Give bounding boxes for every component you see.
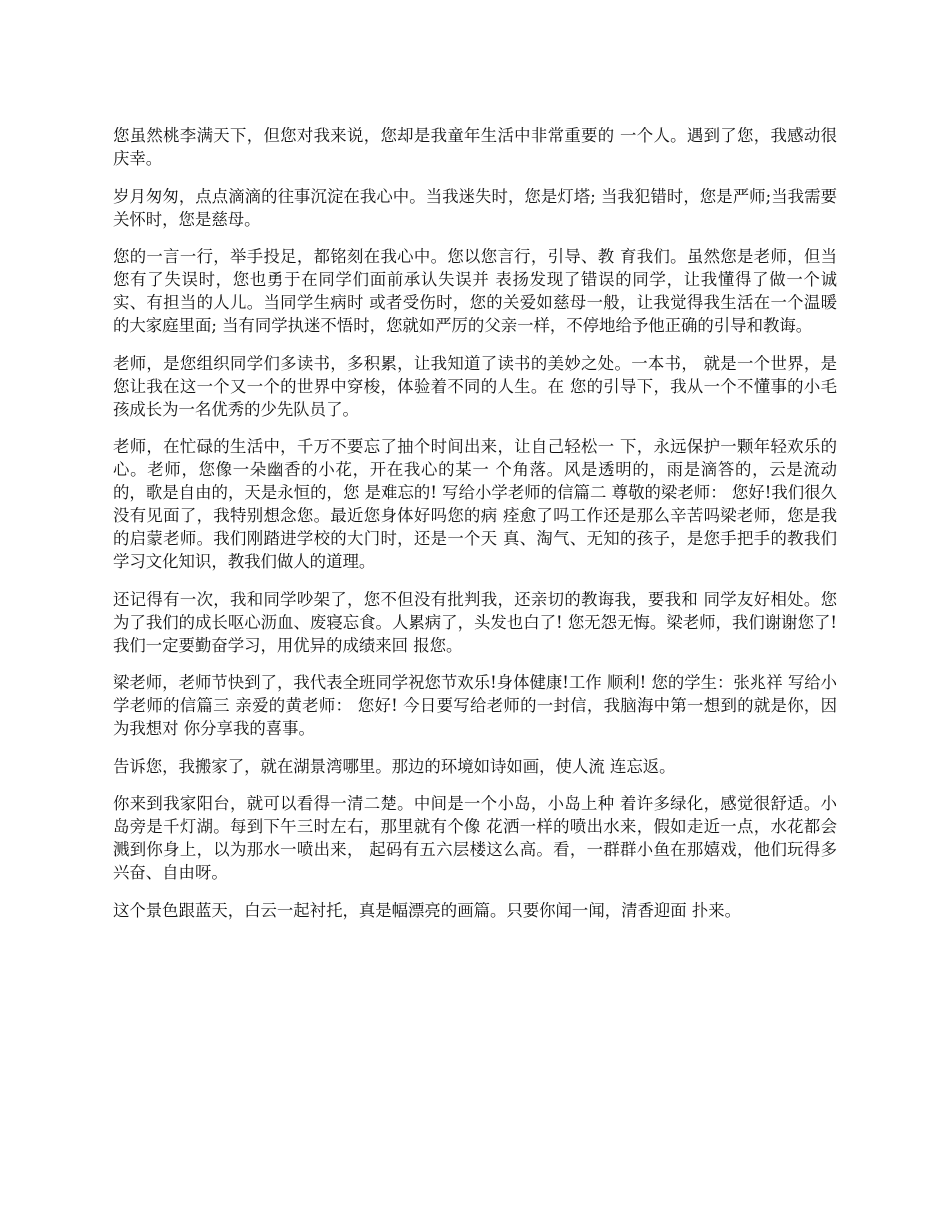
paragraph: 您的一言一行，举手投足，都铭刻在我心中。您以您言行，引导、教 育我们。虽然您是老师，但当您有了失误时，您也勇于在同学们面前承认失误并 表扬发现了错误的同学，让我懂得了做一个诚实、有担当的人儿。当同学生病时 或者受伤时，您的关爱如慈母一般，让我觉得我生活在一个温暖的大家庭里面; 当有同学执迷不悟时，您就如严厉的父亲一样，不停地给予他正确的引导和教诲。 [113, 247, 837, 335]
paragraph: 岁月匆匆，点点滴滴的往事沉淀在我心中。当我迷失时，您是灯塔; 当我犯错时，您是严师;当我需要关怀时，您是慈母。 [113, 186, 837, 229]
paragraph: 老师，在忙碌的生活中，千万不要忘了抽个时间出来，让自己轻松一 下，永远保护一颗年轻欢乐的心。老师，您像一朵幽香的小花，开在我心的某一 个角落。风是透明的，雨是滴答的，云是流动的，歌是自由的，天是永恒的，您 是难忘的! 写给小学老师的信篇二 尊敬的梁老师： 您好!我们很久没有见面了，我特别想念您。最近您身体好吗您的病 痊愈了吗工作还是那么辛苦吗梁老师，您是我的启蒙老师。我们刚踏进学校的大门时，还是一个天 真、淘气、无知的孩子，是您手把手的教我们学习文化知识，教我们做人的道理。 [113, 437, 837, 571]
paragraph: 还记得有一次，我和同学吵架了，您不但没有批判我，还亲切的教诲我，要我和 同学友好相处。您为了我们的成长呕心沥血、废寝忘食。人累病了，头发也白了! 您无怨无悔。梁老师，我们谢谢您了!我们一定要勤奋学习，用优异的成绩来回 报您。 [113, 589, 837, 655]
paragraph: 老师，是您组织同学们多读书，多积累，让我知道了读书的美妙之处。一本书， 就是一个世界，是您让我在这一个又一个的世界中穿梭，体验着不同的人生。在 您的引导下，我从一个不懂事的小毛孩成长为一名优秀的少先队员了。 [113, 353, 837, 419]
paragraph: 您虽然桃李满天下，但您对我来说，您却是我童年生活中非常重要的 一个人。遇到了您，我感动很庆幸。 [113, 126, 837, 168]
document-body [113, 124, 837, 936]
paragraph: 这个景色跟蓝天，白云一起衬托，真是幅漂亮的画篇。只要你闻一闻，清香迎面 扑来。 [113, 900, 742, 920]
paragraph: 你来到我家阳台，就可以看得一清二楚。中间是一个小岛，小岛上种 着许多绿化，感觉很舒适。小岛旁是千灯湖。每到下午三时左右，那里就有个像 花洒一样的喷出水来，假如走近一点，水花都会溅到你身上，以为那水一喷出来， 起码有五六层楼这么高。看，一群群小鱼在那嬉戏，他们玩得多兴奋、自由呀。 [113, 794, 837, 882]
paragraph: 梁老师，老师节快到了，我代表全班同学祝您节欢乐!身体健康!工作 顺利! 您的学生：张兆祥 写给小学老师的信篇三 亲爱的黄老师： 您好! 今日要写给老师的一封信，我脑海中第一想到的就是你，因为我想对 你分享我的喜事。 [113, 673, 837, 738]
paragraph: 告诉您，我搬家了，就在湖景湾哪里。那边的环境如诗如画，使人流 连忘返。 [113, 756, 676, 776]
